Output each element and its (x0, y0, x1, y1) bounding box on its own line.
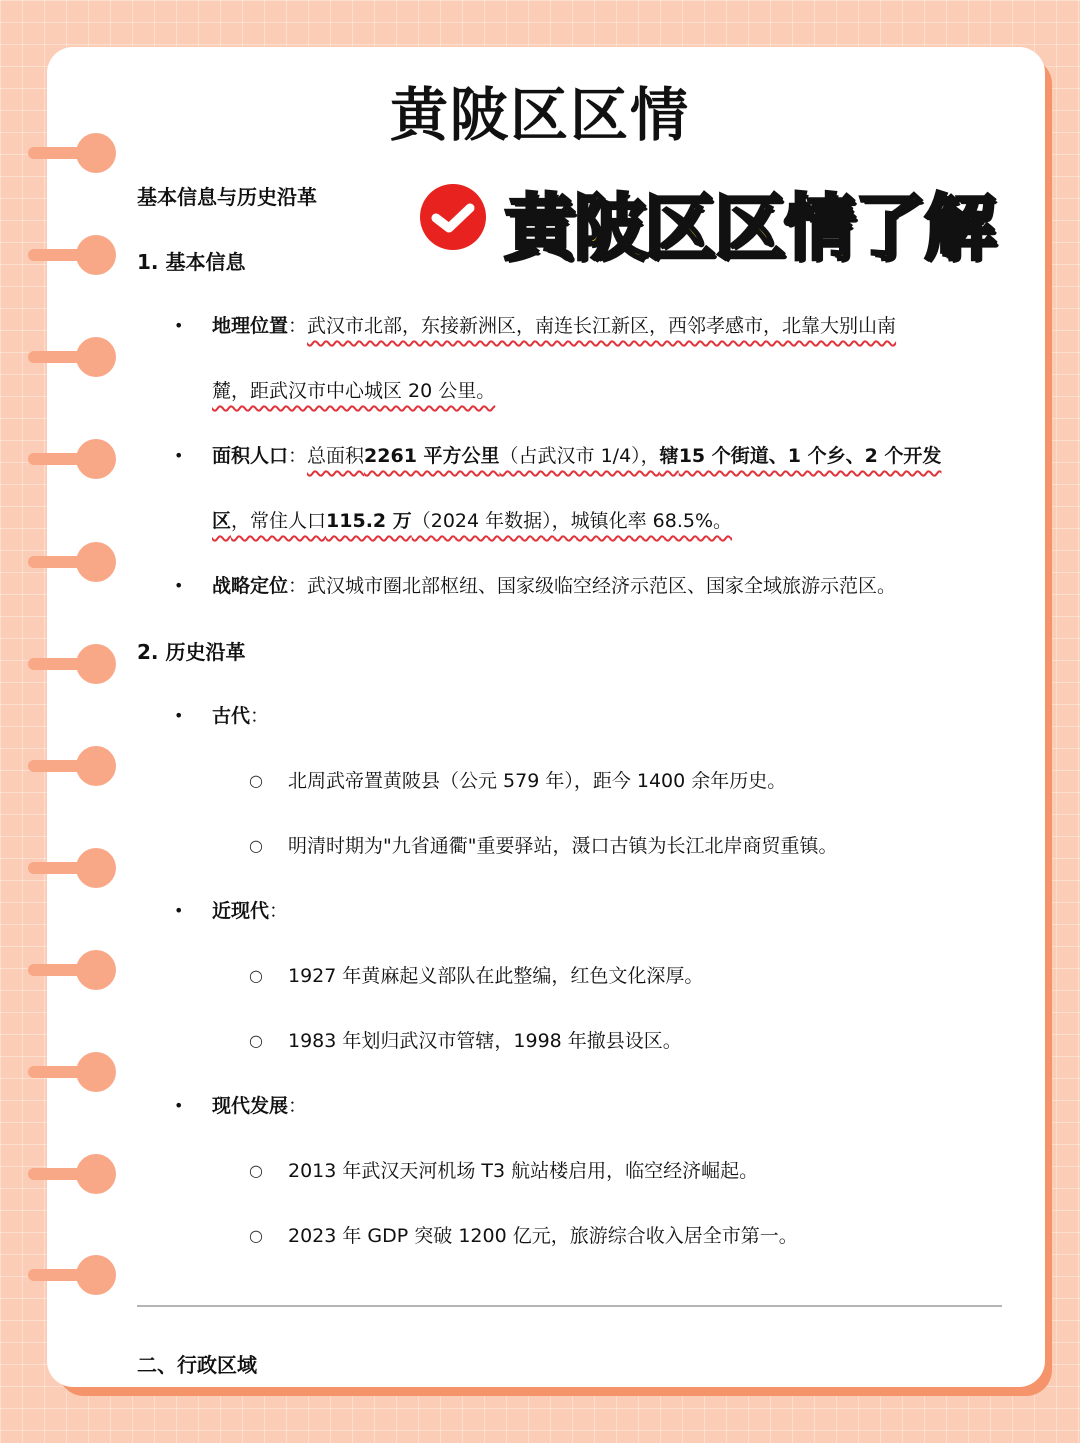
location-text-line1: 武汉市北部，东接新洲区，南连长江新区，西邻孝感市，北靠大别山南 (307, 315, 897, 337)
section-heading-admin: 二、行政区域 (137, 1353, 257, 1377)
sub-bullet: ○ (249, 1031, 263, 1050)
sub-list-item: 2013 年武汉天河机场 T3 航站楼启用，临空经济崛起。 (288, 1160, 759, 1182)
sub-bullet: ○ (249, 771, 263, 790)
label-strategy: 战略定位 (212, 575, 289, 597)
binder-ring (28, 1052, 108, 1092)
binder-ring (28, 1154, 108, 1194)
bullet: • (174, 706, 184, 725)
list-item-location: 地理位置：武汉市北部，东接新洲区，南连长江新区，西邻孝感市，北靠大别山南 (212, 315, 897, 337)
sub-list-item: 2023 年 GDP 突破 1200 亿元，旅游综合收入居全市第一。 (288, 1225, 798, 1247)
divider (137, 1305, 1002, 1307)
binder-ring (28, 439, 108, 479)
subsection-heading-history: 2. 历史沿革 (137, 640, 246, 664)
label-location: 地理位置 (212, 315, 289, 337)
check-badge-icon (420, 184, 486, 250)
binder-ring (28, 746, 108, 786)
location-text-line2: 麓，距武汉市中心城区 20 公里。 (212, 380, 496, 402)
sub-bullet: ○ (249, 836, 263, 855)
list-item-current: 现代发展： (212, 1095, 308, 1117)
binder-ring (28, 644, 108, 684)
sub-list-item: 1983 年划归武汉市管辖，1998 年撤县设区。 (288, 1030, 682, 1052)
section-heading: 基本信息与历史沿革 (137, 185, 317, 209)
list-item-area-cont: 区，常住人口115.2 万（2024 年数据），城镇化率 68.5%。 (212, 510, 733, 532)
sub-list-item: 1927 年黄麻起义部队在此整编，红色文化深厚。 (288, 965, 704, 987)
list-item-ancient: 古代： (212, 705, 270, 727)
headline: 黄陂区区情了解 (504, 186, 995, 270)
bullet: • (174, 1096, 184, 1115)
sub-bullet: ○ (249, 966, 263, 985)
list-item-location-cont (212, 376, 495, 403)
binder-ring (28, 337, 108, 377)
binder-ring (28, 1255, 108, 1295)
bullet: • (174, 316, 184, 335)
bullet: • (174, 446, 184, 465)
label-area: 面积人口 (212, 445, 289, 467)
sub-list-item: 北周武帝置黄陂县（公元 579 年），距今 1400 余年历史。 (288, 770, 787, 792)
page-title: 黄陂区区情 (389, 81, 690, 149)
subsection-heading-basic: 1. 基本信息 (137, 250, 246, 274)
sub-bullet: ○ (249, 1226, 263, 1245)
binder-ring (28, 848, 108, 888)
sub-bullet: ○ (249, 1161, 263, 1180)
binder-ring (28, 235, 108, 275)
bullet: • (174, 901, 184, 920)
list-item-strategy: 战略定位：武汉城市圈北部枢纽、国家级临空经济示范区、国家全域旅游示范区。 (212, 575, 897, 597)
sub-list-item: 明清时期为"九省通衢"重要驿站，滠口古镇为长江北岸商贸重镇。 (288, 835, 838, 857)
bullet: • (174, 576, 184, 595)
binder-ring (28, 950, 108, 990)
list-item-area: 面积人口：总面积2261 平方公里（占武汉市 1/4），辖15 个街道、1 个乡、2 个开发 (212, 445, 942, 467)
list-item-modern: 近现代： (212, 900, 289, 922)
binder-ring (28, 542, 108, 582)
